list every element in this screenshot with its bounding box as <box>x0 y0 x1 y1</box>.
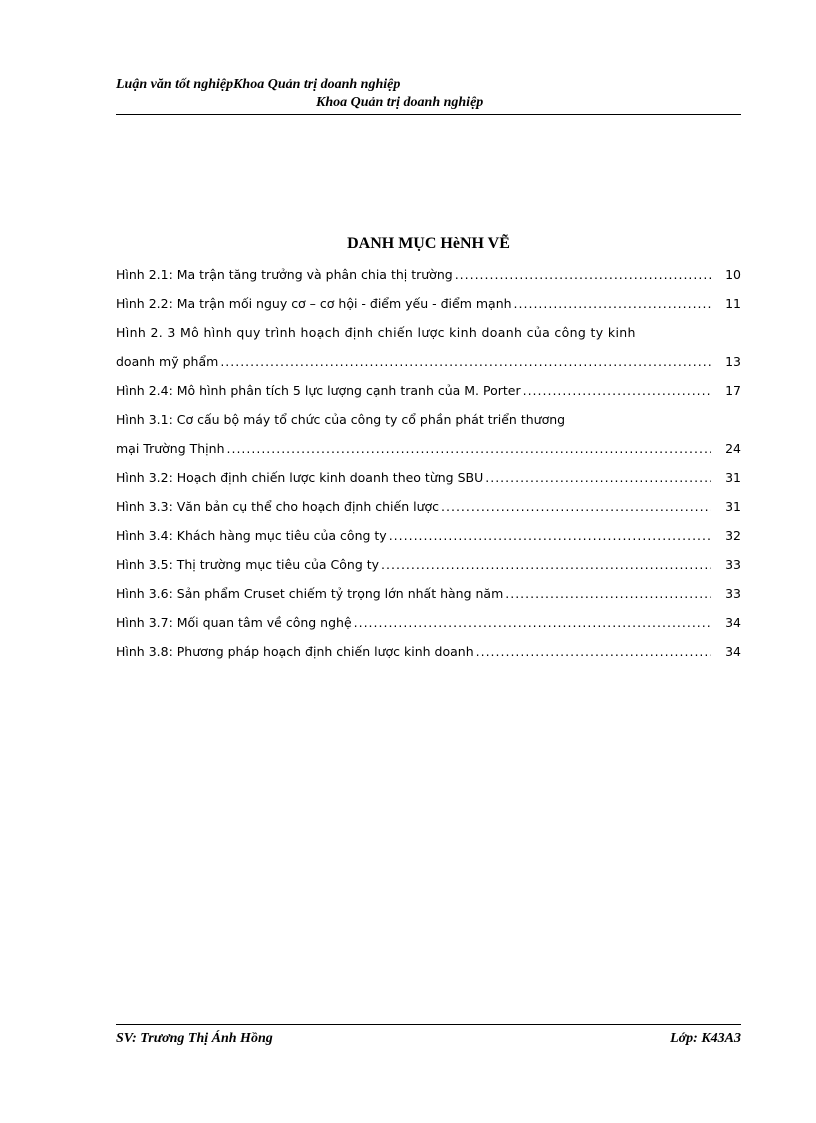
toc-entry-page: 10 <box>725 267 741 282</box>
toc-leader-dots <box>485 463 711 492</box>
toc-entry-label: doanh mỹ phẩm <box>116 354 219 369</box>
toc-entry-label: Hình 3.7: Mối quan tâm về công nghệ <box>116 615 352 630</box>
toc-entry-label: Hình 2.2: Ma trận mối nguy cơ – cơ hội - điểm yếu - điểm mạnh <box>116 296 512 311</box>
toc-entry-label: Hình 3.4: Khách hàng mục tiêu của công ty <box>116 528 387 543</box>
toc-entry-page: 34 <box>725 615 741 630</box>
toc-leader-dots <box>220 347 711 376</box>
toc-entry-3-1-line1 <box>116 405 741 434</box>
toc-entry-3-5 <box>116 550 741 579</box>
toc-entry-page: 31 <box>725 499 741 514</box>
toc-entry-label: Hình 2. 3 Mô hình quy trình hoạch định chiến lược kinh doanh của công ty kinh <box>116 325 636 340</box>
toc-entry-page: 13 <box>725 354 741 369</box>
toc-entry-3-3 <box>116 492 741 521</box>
toc-entry-page: 24 <box>725 441 741 456</box>
toc-entry-label: Hình 3.2: Hoạch định chiến lược kinh doanh theo từng SBU <box>116 470 484 485</box>
toc-entry-2-3-line2 <box>116 347 741 376</box>
toc-leader-dots <box>476 637 711 666</box>
toc-entry-2-4 <box>116 376 741 405</box>
toc-leader-dots <box>227 434 712 463</box>
toc-entry-2-2 <box>116 289 741 318</box>
toc-entry-page: 11 <box>725 296 741 311</box>
toc-entry-3-1-line2 <box>116 434 741 463</box>
header-divider <box>116 114 741 115</box>
toc-entry-3-4 <box>116 521 741 550</box>
footer-divider <box>116 1024 741 1025</box>
toc-entry-3-2 <box>116 463 741 492</box>
toc-leader-dots <box>514 289 711 318</box>
footer-student-name: SV: Trương Thị Ánh Hồng <box>116 1031 273 1046</box>
header-thesis-title: Luận văn tốt nghiệpKhoa Quản trị doanh nghiệp <box>116 77 401 92</box>
page-title: DANH MỤC HèNH VẼ <box>347 235 510 252</box>
toc-entry-label: Hình 3.3: Văn bản cụ thể cho hoạch định chiến lược <box>116 499 440 514</box>
toc-entry-2-1 <box>116 260 741 289</box>
toc-leader-dots <box>523 376 711 405</box>
toc-entry-page: 32 <box>725 528 741 543</box>
header-faculty: Khoa Quản trị doanh nghiệp <box>316 95 484 110</box>
figure-list <box>116 260 741 666</box>
toc-entry-3-7 <box>116 608 741 637</box>
toc-leader-dots <box>354 608 711 637</box>
toc-entry-label: Hình 3.8: Phương pháp hoạch định chiến lược kinh doanh <box>116 644 474 659</box>
toc-leader-dots <box>381 550 711 579</box>
toc-leader-dots <box>441 492 711 521</box>
toc-entry-label: Hình 3.5: Thị trường mục tiêu của Công ty <box>116 557 380 572</box>
toc-entry-label: mại Trường Thịnh <box>116 441 225 456</box>
toc-entry-page: 17 <box>725 383 741 398</box>
toc-entry-2-3-line1 <box>116 318 741 347</box>
page-footer <box>116 1030 741 1048</box>
toc-entry-label: Hình 3.1: Cơ cấu bộ máy tổ chức của công ty cổ phần phát triển thương <box>116 412 566 427</box>
toc-entry-3-6 <box>116 579 741 608</box>
toc-entry-page: 33 <box>725 586 741 601</box>
toc-entry-label: Hình 3.6: Sản phẩm Cruset chiếm tỷ trọng lớn nhất hàng năm <box>116 586 504 601</box>
toc-entry-page: 34 <box>725 644 741 659</box>
toc-entry-page: 33 <box>725 557 741 572</box>
toc-leader-dots <box>505 579 711 608</box>
toc-leader-dots <box>389 521 711 550</box>
toc-entry-label: Hình 2.1: Ma trận tăng trưởng và phân chia thị trường <box>116 267 453 282</box>
toc-entry-3-8 <box>116 637 741 666</box>
toc-entry-label: Hình 2.4: Mô hình phân tích 5 lực lượng cạnh tranh của M. Porter <box>116 383 521 398</box>
toc-entry-page: 31 <box>725 470 741 485</box>
page-header <box>116 76 741 112</box>
footer-class: Lớp: K43A3 <box>670 1031 741 1046</box>
toc-leader-dots <box>455 260 711 289</box>
